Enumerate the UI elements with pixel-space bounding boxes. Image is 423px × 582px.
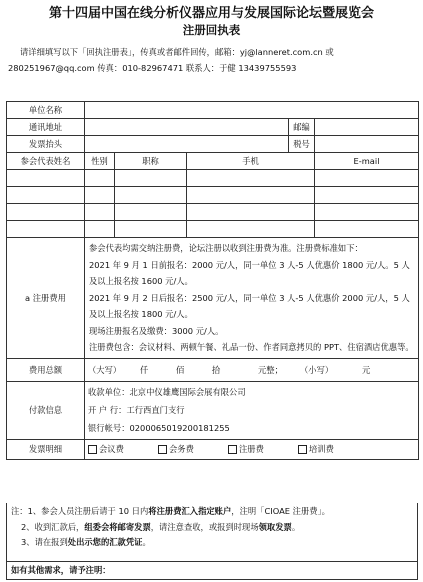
intro-line-1: 请详细填写以下「回执注册表」，传真或者邮件回传，邮箱：yj@lanneret.com.cn 或 [20,47,334,57]
attendee-email-cell[interactable] [315,187,419,204]
postcode-label: 邮编 [289,119,315,136]
unit-ten: 拾 [212,364,221,375]
postcode-field[interactable] [315,119,419,136]
intro-line-2: 280251967@qq.com 传真：010-82967471 联系人：于健 13439755593 [8,63,297,73]
attendee-email-cell[interactable] [315,221,419,238]
fee-line: 参会代表均需交纳注册费，论坛注册以收到注册费为准。注册费标准如下： [89,243,363,253]
attendee-name-cell[interactable] [7,170,85,187]
note-1: 注：1、参会人员注册后请于 10 日内将注册费汇入指定账户，注明「CIOAE 注册费」。 [11,506,330,516]
invoice-detail-label: 发票明细 [7,439,85,459]
address-field[interactable] [85,119,289,136]
attendee-gender-cell[interactable] [85,221,115,238]
attendee-title-cell[interactable] [115,204,187,221]
unit-yuan: 元整； [258,364,283,375]
other-requests-line[interactable] [7,561,417,580]
note-2: 2、收到汇款后，组委会将邮寄发票，请注意查收，或报到时现场领取发票。 [21,521,301,532]
payment-info [85,381,419,439]
checkbox-icon[interactable] [158,445,167,454]
attendee-mobile-cell[interactable] [187,204,315,221]
account-text: 银行帐号：0200065019200181255 [88,423,230,433]
attendee-gender-cell[interactable] [85,187,115,204]
fee-line: 2021 年 9 月 1 日前报名：2000 元/人，同一单位 3 人-5 人优惠价 1800 元/人。5 人及以上报名按 1600 元/人。 [89,259,410,286]
unit-name-label: 单位名称 [7,102,85,119]
payment-info-label: 付款信息 [7,381,85,439]
checkbox-icon[interactable] [298,445,307,454]
checkbox-icon[interactable] [88,445,97,454]
fee-line: 注册费包含：会议材料、两顿午餐、礼品一份、作者同意拷贝的 PPT、住宿酒店优惠等。 [89,342,414,352]
attendee-title-cell[interactable] [115,221,187,238]
attendee-mobile-cell[interactable] [187,170,315,187]
invoice-option-registration[interactable]: 注册费 [228,443,298,455]
attendee-title-cell[interactable] [115,187,187,204]
bank-text: 开 户 行：工行西直门支行 [88,405,185,415]
fee-line: 现场注册报名及缴费：3000 元/人。 [89,325,224,336]
address-label: 通讯地址 [7,119,85,136]
attendee-row [7,187,419,204]
total-lower-prefix: （小写） [300,364,334,375]
attendee-row [7,170,419,187]
mobile-header: 手机 [187,153,315,170]
attendee-gender-cell[interactable] [85,204,115,221]
invoice-option-conference-service[interactable]: 会务费 [158,443,228,455]
other-requests-label: 如有其他需求，请予注明： [11,564,111,575]
email-header: E-mail [315,153,419,170]
total-upper-prefix: （大写） [88,364,122,375]
job-title-header: 职称 [115,153,187,170]
attendee-name-header: 参会代表姓名 [7,153,85,170]
invoice-option-training[interactable]: 培训费 [298,443,368,455]
unit-thousand: 仟 [140,364,149,375]
gender-header: 性别 [85,153,115,170]
attendee-email-cell[interactable] [315,170,419,187]
tax-number-field[interactable] [315,136,419,153]
total-amount-label: 费用总额 [7,358,85,381]
invoice-title-field[interactable] [85,136,289,153]
attendee-name-cell[interactable] [7,221,85,238]
registration-fee-details [85,238,419,359]
tax-number-label: 税号 [289,136,315,153]
registration-form-table [6,101,419,460]
attendee-mobile-cell[interactable] [187,187,315,204]
note-3: 3、请在报到处出示您的汇款凭证。 [21,537,151,547]
fee-line: 2021 年 9 月 2 日后报名：2500 元/人，同一单位 3 人-5 人优惠价 2000 元/人，5 人及以上报名按 1800 元/人。 [89,292,410,319]
attendee-row [7,221,419,238]
attendee-title-cell[interactable] [115,170,187,187]
checkbox-icon[interactable] [228,445,237,454]
attendee-mobile-cell[interactable] [187,221,315,238]
total-amount-field[interactable] [85,358,419,381]
attendee-name-cell[interactable] [7,187,85,204]
notes-section [6,503,418,580]
attendee-email-cell[interactable] [315,204,419,221]
unit-hundred: 佰 [176,364,185,375]
registration-fee-label: a 注册费用 [7,238,85,359]
invoice-option-meeting[interactable]: 会议费 [88,443,158,455]
form-subtitle: 注册回执表 [182,23,241,37]
page-title: 第十四届中国在线分析仪器应用与发展国际论坛暨展览会 [48,6,374,21]
payee-text: 收款单位：北京中仪雄鹰国际会展有限公司 [88,387,246,397]
intro-text [8,44,418,76]
attendee-row [7,204,419,221]
invoice-options [85,439,419,459]
attendee-gender-cell[interactable] [85,170,115,187]
invoice-title-label: 发票抬头 [7,136,85,153]
unit-name-field[interactable] [85,102,419,119]
attendee-name-cell[interactable] [7,204,85,221]
total-lower-suffix: 元 [362,364,371,375]
